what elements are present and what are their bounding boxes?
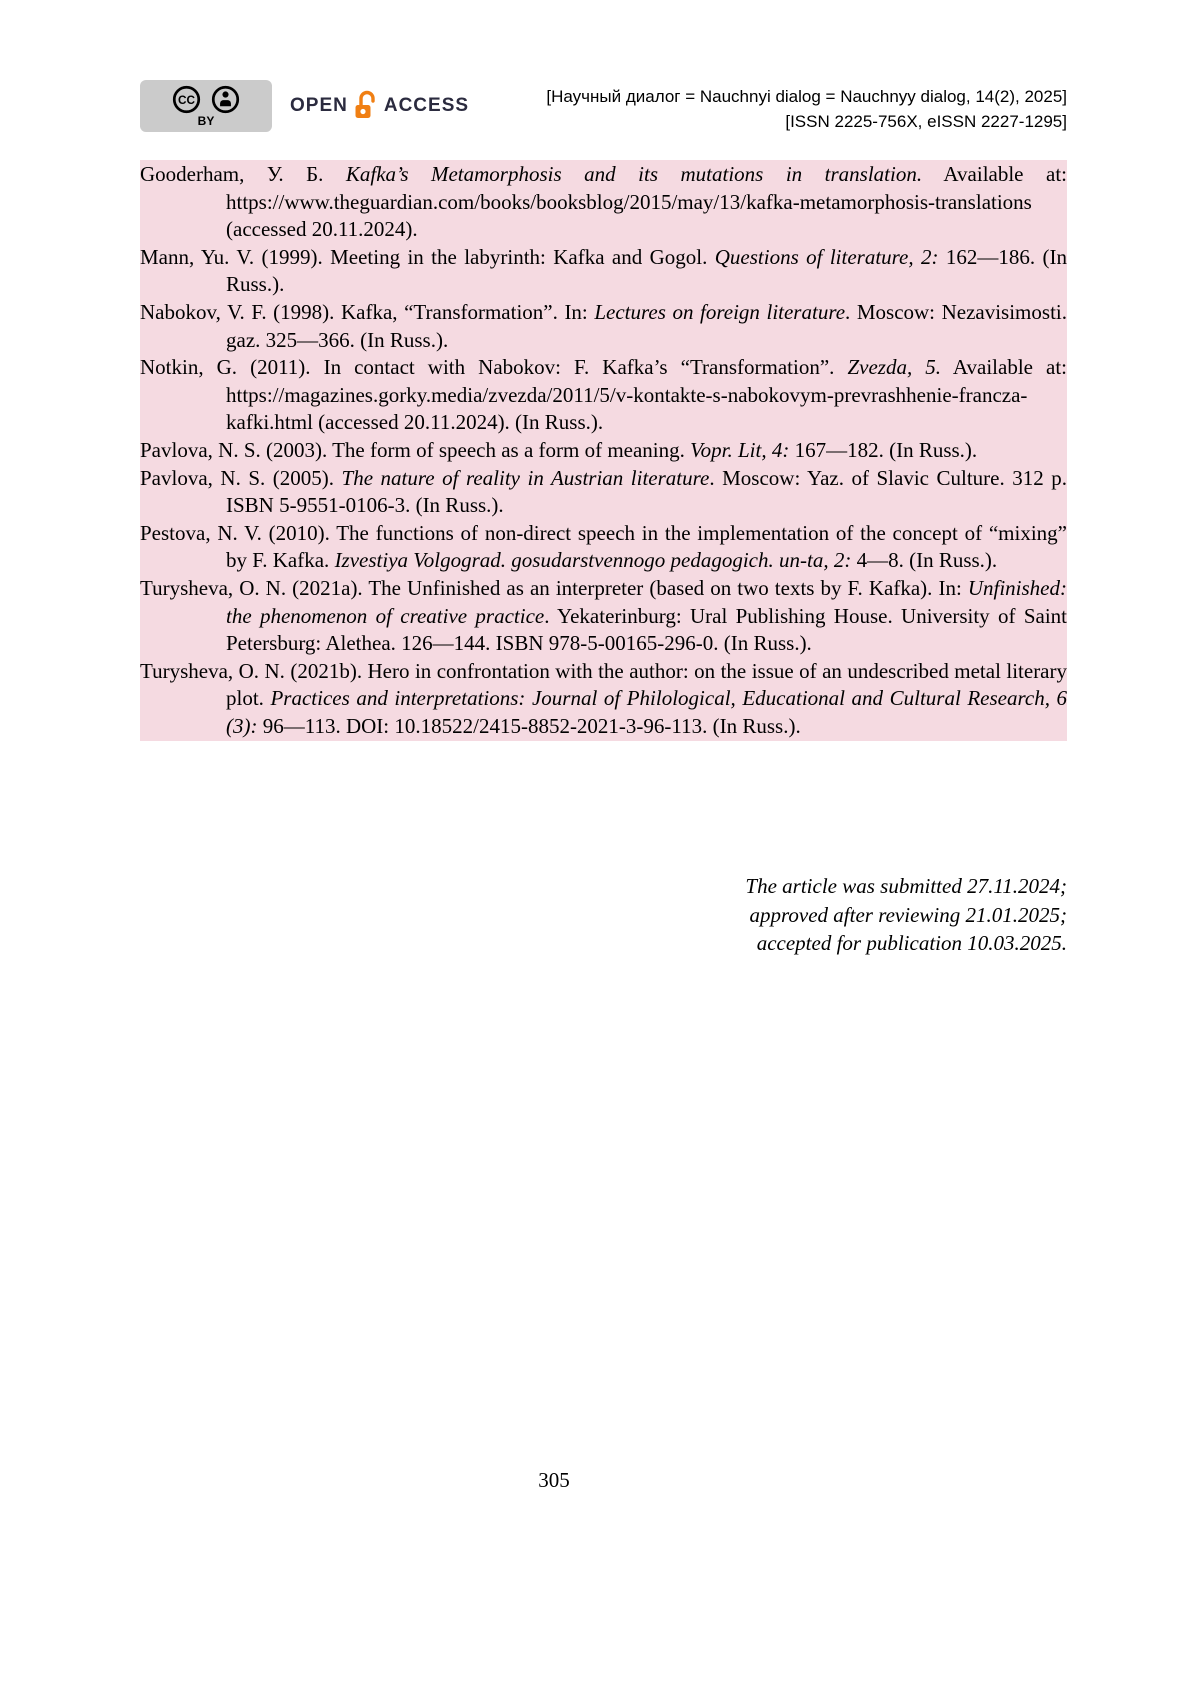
submission-line: The article was submitted 27.11.2024; [745, 874, 1067, 898]
cc-by-badge [140, 80, 272, 132]
reference-italic-text: Kafka’s Metamorphosis and its mutations in translation. [345, 162, 923, 186]
journal-title-line: [Научный диалог = Nauchnyi dialog = Nauchnyy dialog, 14(2), 2025] [546, 87, 1067, 106]
reference-text: 96—113. DOI: 10.18522/2415-8852-2021-3-96-113. (In Russ.). [257, 713, 801, 738]
reference-italic-text: Zvezda, 5. [847, 355, 942, 380]
reference-text: Available at: https://magazines.gorky.media/zvezda/2011/5/v-kontakte-s-nabokovym-prevrashhenie-francza-kafki.html (accessed 20.11.2024). (In Russ.). [226, 355, 1067, 435]
reference-text: . Yekaterinburg: Ural Publishing House. University of Saint Petersburg: Alethea. 126—144. ISBN 978-5-00165-296-0. (In Russ.). [226, 603, 1067, 656]
reference-text: Mann, Yu. V. (1999). Meeting in the labyrinth: Kafka and Gogol. [140, 244, 715, 269]
reference-text: Turysheva, O. N. (2021a). The Unfinished as an interpreter (based on two texts by F. Kafka). In: [140, 575, 968, 600]
reference-text: 167—182. (In Russ.). [789, 437, 978, 462]
page-header [140, 80, 1067, 134]
submission-line: approved after reviewing 21.01.2025; [749, 902, 1067, 927]
reference-text: Pavlova, N. S. (2005). [140, 465, 342, 490]
open-access-badge [290, 80, 469, 132]
reference-italic-text: Unfinished: the phenomenon of creative practice [226, 575, 1067, 628]
reference-text: Available at: https://www.theguardian.com/books/booksblog/2015/may/13/kafka-metamorphosis-translations (accessed 20.11.2024). [226, 162, 1067, 242]
reference-entry [140, 465, 1067, 520]
attribution-person-icon [211, 85, 240, 114]
open-access-open-label: OPEN [290, 95, 348, 116]
reference-italic-text: Vopr. Lit, 4: [690, 437, 790, 462]
cc-icons-row [172, 85, 240, 114]
reference-text: Nabokov, V. F. (1998). Kafka, “Transformation”. In: [140, 299, 595, 324]
reference-entry [140, 437, 1067, 465]
reference-entry [140, 520, 1067, 575]
submission-note [140, 872, 1067, 958]
reference-text: 4—8. (In Russ.). [851, 548, 998, 573]
reference-italic-text: Lectures on foreign literature [594, 299, 846, 324]
open-lock-icon [353, 88, 379, 124]
reference-entry [140, 161, 1067, 244]
journal-header [546, 80, 1067, 134]
reference-text: Gooderham, У. Б. [140, 162, 346, 186]
reference-entry [140, 354, 1067, 437]
reference-entry [140, 299, 1067, 354]
cc-by-label: BY [197, 113, 215, 128]
reference-text: Pavlova, N. S. (2003). The form of speech as a form of meaning. [140, 437, 691, 462]
submission-line: accepted for publication 10.03.2025. [756, 931, 1067, 955]
reference-entry [140, 658, 1067, 741]
page-number: 305 [538, 1468, 570, 1492]
references-list [140, 160, 1067, 741]
reference-italic-text: Practices and interpretations: Journal of Philological, Educational and Cultural Research, 6 (3): [226, 686, 1067, 738]
reference-italic-text: Izvestiya Volgograd. gosudarstvennogo pedagogich. un-ta, 2: [334, 548, 852, 573]
svg-text:CC: CC [178, 93, 195, 107]
reference-italic-text: The nature of reality in Austrian literature [341, 465, 710, 490]
reference-text: Notkin, G. (2011). In contact with Nabokov: F. Kafka’s “Transformation”. [140, 355, 848, 380]
reference-text: Turysheva, O. N. (2021b). Hero in confrontation with the author: on the issue of an undescribed metal literary plot. [140, 658, 1067, 711]
reference-text: . Moscow: Yaz. of Slavic Culture. 312 p. ISBN 5-9551-0106-3. (In Russ.). [226, 465, 1067, 518]
reference-text: Pestova, N. V. (2010). The functions of non-direct speech in the implementation of the concept of “mixing” by F. Kafka. [140, 520, 1067, 573]
open-access-access-label: ACCESS [383, 95, 470, 116]
reference-entry [140, 575, 1067, 658]
license-badges [140, 80, 469, 132]
journal-issn-line: [ISSN 2225-756X, eISSN 2227-1295] [785, 112, 1067, 131]
reference-text: 162—186. (In Russ.). [226, 244, 1067, 297]
reference-text: . Moscow: Nezavisimosti. gaz. 325—366. (In Russ.). [226, 299, 1067, 352]
reference-italic-text: Questions of literature, 2: [714, 244, 939, 269]
reference-entry [140, 244, 1067, 299]
cc-logo-icon [172, 85, 201, 114]
